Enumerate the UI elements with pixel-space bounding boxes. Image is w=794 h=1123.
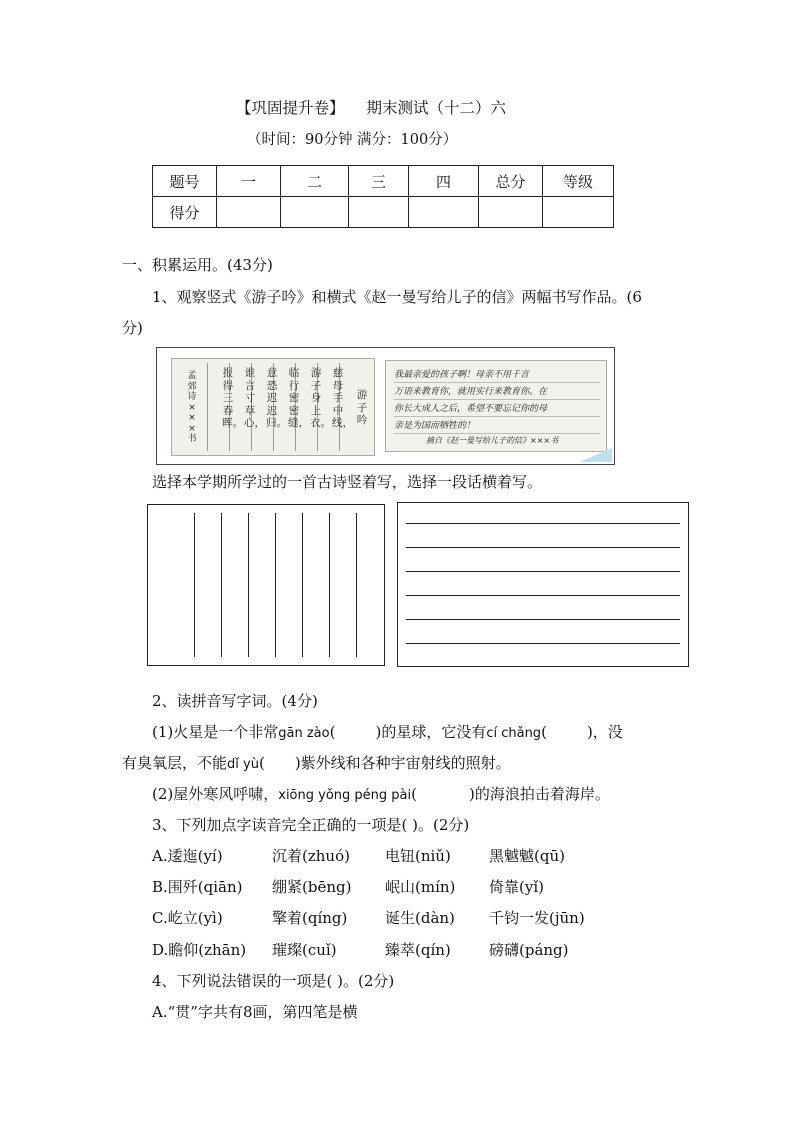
score-header-cell: 三 <box>349 166 409 197</box>
option-b-item: 岷山(mín) <box>385 878 456 896</box>
option-a-item: 沉着(zhuó) <box>272 847 350 865</box>
option-c-item: 千钧一发(jūn) <box>489 909 585 927</box>
q2-text: 的海浪拍击着海岸。 <box>474 785 610 803</box>
option-d-item: 臻萃(qín) <box>385 941 451 959</box>
calligraphy-row: 我最亲爱的孩子啊！母亲不用千言 <box>394 367 600 383</box>
option-a-item[interactable]: A.逶迤(yí) <box>152 847 223 865</box>
answer-blank[interactable]: ( ) <box>258 754 301 772</box>
q2-text: 有臭氧层，不能 <box>122 754 228 772</box>
test-tag: 【巩固提升卷】 <box>236 99 345 117</box>
score-header-cell: 一 <box>217 166 281 197</box>
option-b-item[interactable]: B.围歼(qiān) <box>152 878 243 896</box>
calligraphy-column: 游子吟 <box>356 389 368 426</box>
option-c-item: 诞生(dàn) <box>385 909 455 927</box>
q4-title: 4、下列说法错误的一项是( )。(2分) <box>152 972 395 990</box>
q1-instruction: 选择本学期所学过的一首古诗竖着写，选择一段话横着写。 <box>152 473 543 491</box>
horizontal-calligraphy <box>385 360 607 452</box>
page-curl-decoration <box>580 448 612 462</box>
answer-blank[interactable]: ( ) <box>411 785 475 803</box>
q2-text: (2)屋外寒风呼啸， <box>152 785 279 803</box>
q3-title: 3、下列加点字读音完全正确的一项是( )。(2分) <box>152 816 470 834</box>
calligraphy-column: 报得三春晖。 <box>222 367 243 429</box>
score-row-label: 得分 <box>153 197 217 228</box>
option-b-item: 倚靠(yǐ) <box>489 878 544 896</box>
score-cell[interactable] <box>409 197 479 228</box>
pinyin: xiōng yǒng péng pài <box>278 788 412 803</box>
score-cell[interactable] <box>349 197 409 228</box>
option-d-item: 璀璨(cuǐ) <box>272 941 337 959</box>
calligraphy-row: 亲是为国而牺牲的！ <box>394 418 600 434</box>
option-d-item[interactable]: D.瞻仰(zhān) <box>152 941 247 959</box>
score-header-cell: 四 <box>409 166 479 197</box>
q1-text: 1、观察竖式《游子吟》和横式《赵一曼写给儿子的信》两幅书写作品。(6 <box>152 288 642 306</box>
test-name: 期末测试（十二）六 <box>366 99 507 117</box>
section-1-title: 一、积累运用。(43分) <box>122 256 273 274</box>
option-d-item: 磅礴(páng) <box>489 941 569 959</box>
score-table <box>152 165 614 228</box>
q2-text: (1)火星是一个非常 <box>152 723 279 741</box>
score-cell[interactable] <box>479 197 543 228</box>
option-a-item: 电钮(niǔ) <box>385 847 451 865</box>
calligraphy-images <box>156 347 615 465</box>
score-table-header-row <box>153 166 614 197</box>
pinyin: cí chǎng <box>486 726 542 741</box>
horizontal-writing-box[interactable] <box>397 502 689 667</box>
calligraphy-column: 谁言寸草心， <box>244 367 265 429</box>
score-header-cell: 总分 <box>479 166 543 197</box>
vertical-calligraphy <box>171 358 375 456</box>
q2-1-line2 <box>122 752 511 773</box>
score-cell[interactable] <box>217 197 281 228</box>
q4-option-a[interactable]: A.“贯”字共有8画，第四笔是横 <box>152 1003 358 1021</box>
vertical-writing-box[interactable] <box>147 504 385 666</box>
calligraphy-column: 意恐迟迟归。 <box>266 367 287 429</box>
q2-1-line1 <box>152 721 623 742</box>
pinyin: gān zào <box>278 726 330 741</box>
q2-2-line <box>152 783 610 804</box>
option-a-item: 黑魆魆(qū) <box>489 847 565 865</box>
q2-text: ，没 <box>592 723 623 741</box>
calligraphy-column: 游子身上衣。 <box>310 367 331 429</box>
calligraphy-column: 慈母手中线， <box>332 367 353 429</box>
answer-blank[interactable]: ( ) <box>329 723 382 741</box>
calligraphy-column: 临行密密缝， <box>288 367 309 429</box>
calligraphy-row: 你长大成人之后，希望不要忘记你的母 <box>394 401 600 417</box>
q1-text-cont: 分) <box>122 319 143 337</box>
q2-title: 2、读拼音写字词。(4分) <box>152 692 318 710</box>
q2-text: 的星球，它没有 <box>381 723 487 741</box>
score-cell[interactable] <box>543 197 614 228</box>
score-header-cell: 题号 <box>153 166 217 197</box>
calligraphy-signature: 孟郊诗×××书 <box>187 371 197 444</box>
score-header-cell: 二 <box>281 166 349 197</box>
score-table-score-row <box>153 197 614 228</box>
q2-text: 紫外线和各种宇宙射线的照射。 <box>300 754 511 772</box>
test-title <box>236 96 506 118</box>
option-c-item[interactable]: C.屹立(yì) <box>152 909 223 927</box>
score-cell[interactable] <box>281 197 349 228</box>
pinyin: dǐ yù <box>227 757 259 772</box>
calligraphy-source: 摘自《赵一曼写给儿子的信》×××书 <box>426 436 559 445</box>
score-header-cell: 等级 <box>543 166 614 197</box>
time-info: （时间：90分钟 满分：100分） <box>247 132 458 148</box>
answer-blank[interactable]: ( ) <box>541 723 593 741</box>
option-b-item: 绷紧(bēng) <box>272 878 352 896</box>
option-c-item: 擎着(qíng) <box>272 909 348 927</box>
calligraphy-row: 万语来教育你，就用实行来教育你。在 <box>394 384 600 400</box>
